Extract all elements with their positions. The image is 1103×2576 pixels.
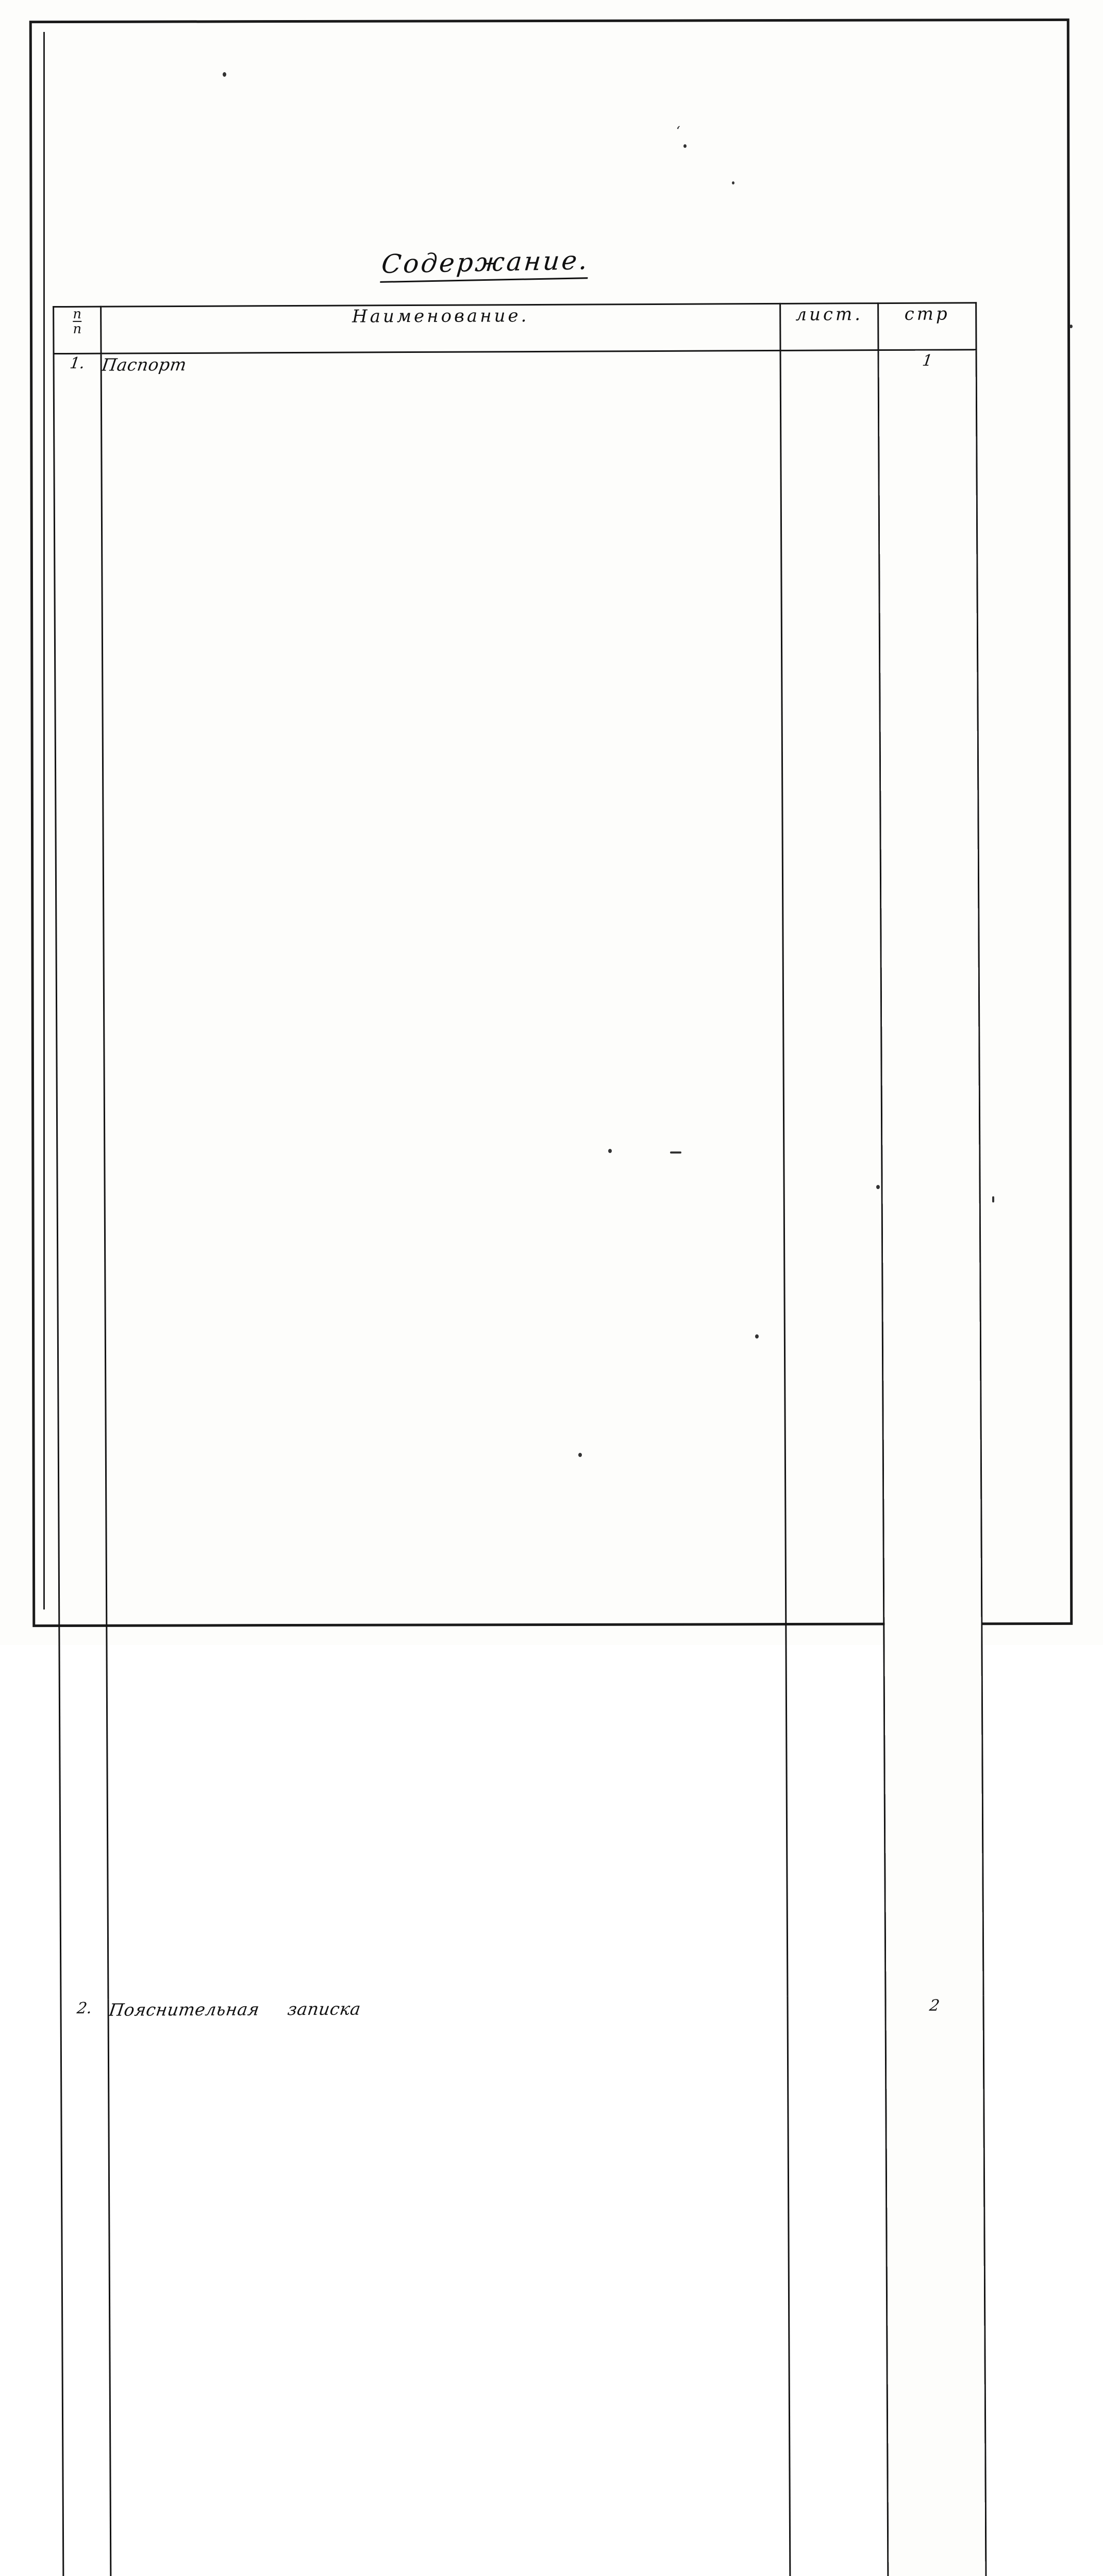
column-header-sheet: лист. bbox=[780, 303, 878, 351]
table-row bbox=[54, 350, 983, 1999]
page-title-text: Содержание. bbox=[380, 245, 591, 279]
ink-speck bbox=[732, 181, 734, 184]
row-sheet bbox=[788, 1996, 893, 2576]
column-header-page: стр bbox=[878, 303, 976, 350]
row-page: 2 bbox=[885, 1995, 991, 2576]
page-margin-line bbox=[43, 32, 45, 1609]
row-title: Пояснительная записка bbox=[108, 1996, 795, 2576]
page-title bbox=[380, 245, 590, 283]
column-header-name: Наименование. bbox=[101, 303, 780, 353]
row-page: 1 bbox=[878, 350, 983, 1996]
column-header-number bbox=[54, 307, 101, 353]
ink-speck bbox=[992, 1196, 994, 1202]
table-row bbox=[61, 1995, 991, 2576]
table-header-row bbox=[54, 303, 976, 354]
ink-speck bbox=[683, 144, 687, 148]
row-title: Паспорт bbox=[101, 350, 788, 1999]
ink-squiggle: ʻ bbox=[673, 123, 681, 140]
ink-speck bbox=[223, 72, 226, 77]
row-sheet bbox=[780, 350, 885, 1996]
row-number: 2. bbox=[61, 1999, 115, 2576]
row-number: 1. bbox=[54, 353, 108, 1999]
table-of-contents bbox=[53, 302, 1047, 2576]
column-header-number-label: n n bbox=[73, 306, 82, 337]
ink-speck bbox=[1069, 325, 1073, 328]
